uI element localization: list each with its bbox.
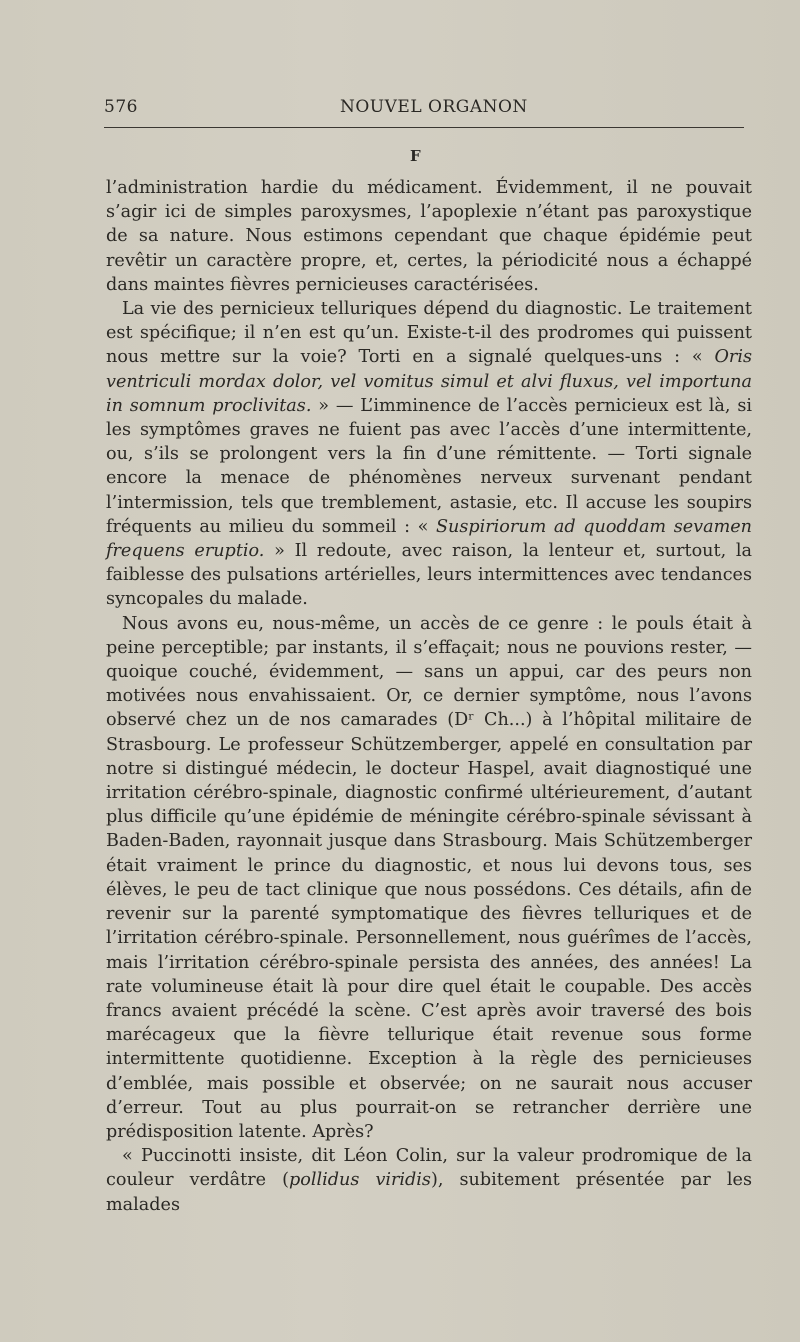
text-run: l’administration hardie du médicament. Évidemment, il ne pouvait s’agir ici de simples paroxysmes, l’apoplexie n’étant pas paroxystique de sa nature. Nous estimons cependant que chaque épidémie peut revêtir un caractère propre, et, certes, la périodicité nous a échappé dans maintes fièvres pernicieuses caractérisées.: [106, 178, 752, 295]
text-run: Nous avons eu, nous-même, un accès de ce genre : le pouls était à peine perceptible; par instants, il s’effaçait; nous ne pouvions rester, — quoique couché, évidemment, — sans un appui, car des peurs non motivées nous envahissaient. Or, ce dernier symptôme, nous l’avons observé chez un de nos camarades (Dʳ Ch...) à l’hôpital militaire de Strasbourg. Le professeur Schützemberger, appelé en consultation par notre si distingué médecin, le docteur Haspel, avait diagnostiqué une irritation cérébro-spinale, diagnostic confirmé ultérieurement, d’autant plus difficile qu’une épidémie de méningite cérébro-spinale sévissant à Baden-Baden, rayonnait jusque dans Strasbourg. Mais Schützemberger était vraiment le prince du diagnostic, et nous lui devons tous, ses élèves, le peu de tact clinique que nous possédons. Ces détails, afin de revenir sur la parenté symptomatique des fièvres telluriques et de l’irritation cérébro-spinale. Personnellement, nous guérîmes de l’accès, mais l’irritation cérébro-spinale persista des années, des années! La rate volumineuse était là pour dire quel était le coupable. Des accès francs avaient précédé la scène. C’est après avoir traversé des bois marécageux que la fièvre tellurique était revenue sous forme intermittente quotidienne. Exception à la règle des pernicieuses d’emblée, mais possible et observée; on ne saurait nous accuser d’erreur. Tout au plus pourrait-on se retrancher derrière une prédisposition latente. Après?: [106, 613, 752, 1142]
italic-latin-quote: Oris ventriculi mordax dolor, vel vomitus simul et alvi fluxus, vel importuna in somnum proclivitas.: [106, 347, 752, 416]
italic-latin-quote: Suspiriorum ad quoddam sevamen frequens eruptio.: [106, 516, 752, 562]
running-title: NOUVEL ORGANON: [340, 97, 528, 117]
signature-mark: F: [410, 147, 421, 165]
text-run: » Il redoute, avec raison, la lenteur et, surtout, la faiblesse des pulsations artérielles, leurs intermittences avec tendances syncopales du malade.: [106, 541, 752, 610]
paragraph-4: [106, 1144, 752, 1217]
page-number: 576: [104, 97, 138, 117]
paragraph-1: [106, 176, 752, 297]
text-run: La vie des pernicieux telluriques dépend du diagnostic. Le traitement est spécifique; il n’en est qu’un. Existe-t-il des prodromes qui puissent nous mettre sur la voie? Torti en a signalé quelques-uns : «: [106, 299, 752, 368]
text-run: ), subitement présentée par les malades: [106, 1170, 752, 1215]
italic-latin-quote: pollidus viridis: [289, 1170, 431, 1191]
paragraph-3: [106, 612, 752, 1144]
page-header: [104, 97, 744, 121]
header-rule: [104, 127, 744, 128]
text-run: « Puccinotti insiste, dit Léon Colin, sur la valeur prodromique de la couleur verdâtre (: [106, 1146, 752, 1191]
paragraph-2: [106, 297, 752, 612]
text-run: » — L’imminence de l’accès pernicieux est là, si les symptômes graves ne fuient pas avec l’accès d’une intermittente, ou, s’ils se prolongent vers la fin d’une rémittente. — Torti signale encore la menace de phénomènes nerveux survenant pendant l’intermission, tels que tremblement, astasie, etc. Il accuse les soupirs fréquents au milieu du sommeil : «: [106, 395, 752, 537]
body-text: [106, 176, 752, 1217]
